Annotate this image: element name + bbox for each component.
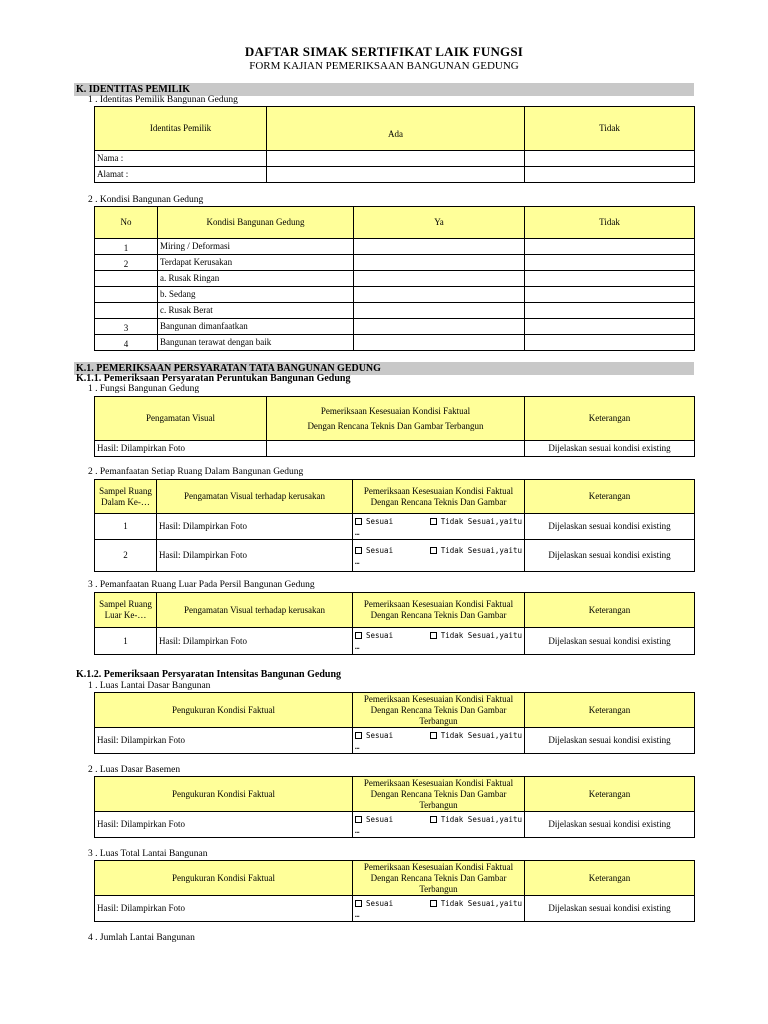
fungsi-table [94,396,695,457]
row-kondisi-text: Terdapat Kerusakan [158,255,354,271]
header-keterangan: Keterangan [525,861,695,896]
checkbox-icon [355,732,362,739]
row-ya-cell[interactable] [354,319,525,335]
row-no [95,303,158,319]
header-kondisi: Kondisi Bangunan Gedung [158,207,354,239]
checkbox-dots: … [355,909,360,919]
row-keterangan: Dijelaskan sesuai kondisi existing [525,896,695,922]
row-hasil: Hasil: Dilampirkan Foto [95,812,353,838]
checkbox-icon [430,632,437,639]
row-tidak-cell[interactable] [525,239,695,255]
subsection-k12-title: K.1.2. Pemeriksaan Persyaratan Intensitas Bangunan Gedung [76,669,342,680]
checkbox-sesuai[interactable] [355,516,393,527]
checkbox-icon [355,816,362,823]
header-no: No [95,207,158,239]
checkbox-dots: … [355,527,360,537]
item-fungsi-label: 1 . Fungsi Bangunan Gedung [88,384,200,394]
row-no: 1 [95,628,157,655]
checkbox-dots: … [355,741,360,751]
checkbox-icon [430,547,437,554]
row-tidak-cell[interactable] [525,271,695,287]
checkbox-dots: … [355,556,360,566]
row-no: 1 [95,514,157,540]
item-ruang-luar-label: 3 . Pemanfaatan Ruang Luar Pada Persil Bangunan Gedung [88,580,315,590]
row-hasil: Hasil: Dilampirkan Foto [95,896,353,922]
checkbox-tidak-sesuai[interactable] [430,898,522,909]
checkbox-sesuai[interactable] [355,545,393,556]
pemeriksaan-cell[interactable] [267,441,525,457]
row-ya-cell[interactable] [354,239,525,255]
row-no: 2 [95,255,158,271]
row-no: 2 [95,540,157,572]
checkbox-sesuai[interactable] [355,814,393,825]
checkbox-cell [353,896,525,922]
checkbox-icon [355,632,362,639]
item-luas-basemen-label: 2 . Luas Dasar Basemen [88,765,181,775]
row-no: 3 [95,319,158,335]
row-no [95,271,158,287]
item-identitas-label: 1 . Identitas Pemilik Bangunan Gedung [88,95,238,105]
header-pengamatan-visual: Pengamatan Visual [95,397,267,441]
checkbox-dots: … [355,642,360,651]
row-keterangan: Dijelaskan sesuai kondisi existing [525,514,695,540]
header-pengukuran: Pengukuran Kondisi Faktual [95,861,353,896]
subsection-k11-title: K.1.1. Pemeriksaan Persyaratan Peruntukan Bangunan Gedung [76,373,351,384]
row-hasil: Hasil: Dilampirkan Foto [157,628,353,655]
header-tidak: Tidak [525,107,695,151]
header-ya: Ya [354,207,525,239]
checkbox-tidak-sesuai[interactable] [430,545,522,556]
header-tidak: Tidak [525,207,695,239]
checkbox-sesuai[interactable] [355,730,393,741]
row-kondisi-text: Bangunan terawat dengan baik [158,335,354,351]
luas-basemen-table [94,776,695,838]
row-kondisi-text: b. Sedang [158,287,354,303]
checkbox-sesuai-label: Sesuai [366,631,394,640]
row-keterangan: Dijelaskan sesuai kondisi existing [525,540,695,572]
row-hasil: Hasil: Dilampirkan Foto [95,728,353,754]
ruang-luar-table [94,592,695,655]
header-pemeriksaan-line2: Dengan Rencana Teknis Dan Gambar Terbangun [307,420,484,431]
header-pengukuran: Pengukuran Kondisi Faktual [95,777,353,812]
checkbox-sesuai[interactable] [355,898,393,909]
checkbox-sesuai-label: Sesuai [366,516,394,526]
row-tidak-cell[interactable] [525,319,695,335]
checkbox-tidak-sesuai[interactable] [430,730,522,741]
checkbox-cell [353,728,525,754]
row-no [95,287,158,303]
checkbox-cell [353,812,525,838]
header-pemeriksaan: Pemeriksaan Kesesuaian Kondisi Faktual Dengan Rencana Teknis Dan Gambar [353,593,525,628]
header-identitas-pemilik: Identitas Pemilik [95,107,267,151]
item-kondisi-label: 2 . Kondisi Bangunan Gedung [88,195,204,205]
checkbox-tidak-sesuai[interactable] [430,630,522,641]
row-tidak-cell[interactable] [525,303,695,319]
section-k1-title: K.1. PEMERIKSAAN PERSYARATAN TATA BANGUNAN GEDUNG [74,362,694,375]
row-kondisi-text: a. Rusak Ringan [158,271,354,287]
checkbox-icon [430,518,437,525]
item-jumlah-lantai-label: 4 . Jumlah Lantai Bangunan [88,933,195,943]
checkbox-tidak-label: Tidak Sesuai,yaitu [440,730,522,740]
row-nama-ada-cell[interactable] [267,151,525,167]
checkbox-cell [353,628,525,655]
header-pemeriksaan-line1: Pemeriksaan Kesesuaian Kondisi Faktual [320,405,471,416]
checkbox-sesuai-label: Sesuai [366,898,394,908]
header-keterangan: Keterangan [525,693,695,728]
header-pemeriksaan: Pemeriksaan Kesesuaian Kondisi Faktual Dengan Rencana Teknis Dan Gambar Terbangun [353,693,525,728]
row-tidak-cell[interactable] [525,255,695,271]
header-keterangan: Keterangan [525,777,695,812]
checkbox-sesuai-label: Sesuai [366,730,394,740]
header-keterangan: Keterangan [525,397,695,441]
luas-lantai-dasar-table [94,692,695,754]
checkbox-icon [355,547,362,554]
checkbox-tidak-label: Tidak Sesuai,yaitu [440,545,522,555]
row-hasil: Hasil: Dilampirkan Foto [157,514,353,540]
checkbox-icon [430,900,437,907]
keterangan-cell: Dijelaskan sesuai kondisi existing [525,441,695,457]
checkbox-sesuai-label: Sesuai [366,545,394,555]
row-kondisi-text: Bangunan dimanfaatkan [158,319,354,335]
checkbox-tidak-label: Tidak Sesuai,yaitu [440,898,522,908]
row-no: 1 [95,239,158,255]
document-subtitle: FORM KAJIAN PEMERIKSAAN BANGUNAN GEDUNG [249,60,519,72]
row-ya-cell[interactable] [354,335,525,351]
checkbox-icon [355,900,362,907]
header-sampel: Sampel Ruang Luar Ke-… [95,593,157,628]
header-keterangan: Keterangan [525,593,695,628]
row-keterangan: Dijelaskan sesuai kondisi existing [525,628,695,655]
checkbox-sesuai-label: Sesuai [366,814,394,824]
row-hasil: Hasil: Dilampirkan Foto [157,540,353,572]
header-pengukuran: Pengukuran Kondisi Faktual [95,693,353,728]
header-pemeriksaan [267,397,525,441]
checkbox-icon [355,518,362,525]
row-tidak-cell[interactable] [525,287,695,303]
header-pengamatan: Pengamatan Visual terhadap kerusakan [157,593,353,628]
checkbox-icon [430,732,437,739]
row-ya-cell[interactable] [354,255,525,271]
header-ada: Ada [267,107,525,151]
checkbox-tidak-sesuai[interactable] [430,814,522,825]
header-pemeriksaan: Pemeriksaan Kesesuaian Kondisi Faktual Dengan Rencana Teknis Dan Gambar Terbangun [353,861,525,896]
row-nama-label: Nama : [95,151,267,167]
header-pengamatan: Pengamatan Visual terhadap kerusakan [157,480,353,514]
row-tidak-cell[interactable] [525,335,695,351]
kondisi-table [94,206,695,351]
luas-total-table [94,860,695,922]
item-luas-lantai-dasar-label: 1 . Luas Lantai Dasar Bangunan [88,681,211,691]
checkbox-sesuai[interactable] [355,630,393,641]
checkbox-icon [430,816,437,823]
checkbox-tidak-label: Tidak Sesuai,yaitu [440,631,522,640]
section-k-title: K. IDENTITAS PEMILIK [74,83,694,96]
item-luas-total-label: 3 . Luas Total Lantai Bangunan [88,849,208,859]
checkbox-dots: … [355,825,360,835]
ruang-dalam-table [94,479,695,572]
row-kondisi-text: c. Rusak Berat [158,303,354,319]
row-alamat-label: Alamat : [95,167,267,183]
row-keterangan: Dijelaskan sesuai kondisi existing [525,812,695,838]
header-sampel: Sampel Ruang Dalam Ke-… [95,480,157,514]
item-ruang-dalam-label: 2 . Pemanfaatan Setiap Ruang Dalam Bangunan Gedung [88,467,304,477]
checkbox-tidak-sesuai[interactable] [430,516,522,527]
checkbox-tidak-label: Tidak Sesuai,yaitu [440,516,522,526]
document-title: DAFTAR SIMAK SERTIFIKAT LAIK FUNGSI [244,44,524,59]
header-keterangan: Keterangan [525,480,695,514]
row-nama-tidak-cell[interactable] [525,151,695,167]
row-keterangan: Dijelaskan sesuai kondisi existing [525,728,695,754]
row-ya-cell[interactable] [354,271,525,287]
checkbox-cell [353,514,525,540]
header-pemeriksaan: Pemeriksaan Kesesuaian Kondisi Faktual Dengan Rencana Teknis Dan Gambar Terbangun [353,777,525,812]
row-alamat-tidak-cell[interactable] [525,167,695,183]
hasil-cell: Hasil: Dilampirkan Foto [95,441,267,457]
identitas-table [94,106,695,183]
row-alamat-ada-cell[interactable] [267,167,525,183]
checkbox-tidak-label: Tidak Sesuai,yaitu [440,814,522,824]
header-pemeriksaan: Pemeriksaan Kesesuaian Kondisi Faktual Dengan Rencana Teknis Dan Gambar [353,480,525,514]
checkbox-cell [353,540,525,572]
row-ya-cell[interactable] [354,287,525,303]
row-kondisi-text: Miring / Deformasi [158,239,354,255]
row-no: 4 [95,335,158,351]
row-ya-cell[interactable] [354,303,525,319]
